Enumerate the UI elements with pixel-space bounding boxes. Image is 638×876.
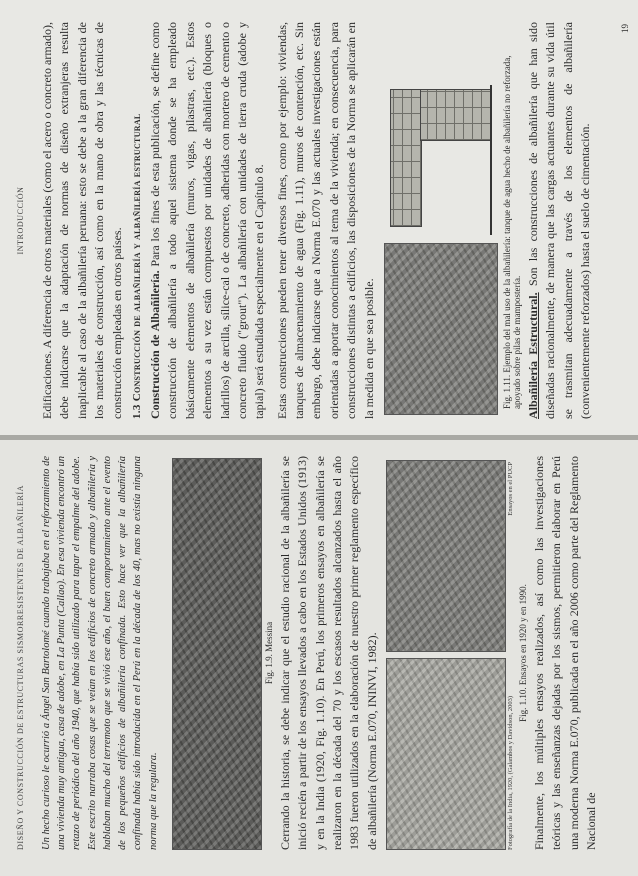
historical-quote: Un hecho curioso le ocurrió a Ángel San Bartolomé cuando trabajaba en el reforzamiento de una vivienda muy antigua, casa de adobe, en La Punta (Callao). En esa vivienda encontró un retazo de periódico del año 1940, que había sido utilizado para tapar el empalme del adobe. Este escrito narraba cosas que se veían en los edificios de concreto armado y albañilería y hablaban mucho del terremoto que se vivió ese año, el buen comportamiento ante el evento de los pequeños edificios de albañilería confinada. Esto hace ver que la albañilería confinada había sido introducida en el Perú en la década de los 40, mas no existía ninguna norma que la regulara. (41, 456, 159, 850)
history-paragraph: Cerrando la historia, se debe indicar que el estudio racional de la albañilería se inició recién a partir de los ensayos llevados a cabo en los Estados Unidos (1913) y en la India (1920, Fig. 1.10). En Perú, los primeros ensayos en albañilería se realizaron en la década del 70 y los escasos resultados alcanzados hasta el año 1983 fueron utilizados en la elaboración de nuestro primer reglamento específico de albañilería (Norma E.070, ININVI, 1982). (277, 456, 379, 850)
photo-credit-india: Fotografía de la India, 1920, (Galambos y Davidson, 2003) (507, 696, 515, 850)
running-head-right: INTRODUCCIÓN (16, 186, 25, 255)
structural-paragraph (525, 22, 595, 419)
book-gutter (0, 435, 638, 440)
photo-test-pucp (386, 460, 506, 652)
right-page (0, 0, 638, 435)
section-heading: 1.3 Construcción de albañilería y albañilería estructural (130, 113, 143, 419)
page-number: 19 (620, 24, 630, 33)
photo-credit-pucp: Ensayos en el PUCP (507, 462, 515, 516)
tank-sketch-roof (390, 89, 422, 227)
uses-paragraph: Estas construcciones pueden tener diversos fines, como por ejemplo: viviendas, tanques de almacenamiento de agua (Fig. 1.11), muros de contención, etc. Sin embargo, debe indicarse que a Norma E.070 y las actuales investigaciones están orientadas a aportar conocimientos al tema de la vivienda; en consecuencia, para construcciones distintas a edificios, las disposiciones de la Norma se aplicarán en la medida en que sea posible. (274, 22, 376, 419)
photo-messina (172, 458, 262, 850)
fig-1-10-caption: Fig. 1.10. Ensayos en 1920 y en 1990. (518, 584, 529, 722)
photo-test-india (386, 658, 506, 850)
fig-1-11-caption: Fig. 1.11. Ejemplo del mal uso de la albañilería: tanque de agua hecho de albañilería no reforzada, apoyado sobre pilas de mampostería. (502, 55, 523, 409)
definition-text: Para los fines de esta publicación, se define como construcción de albañilería a todo aquel sistema donde se ha empleado básicamente elementos de albañilería (muros, vigas, pilastras, etc.). Estos elementos a su vez están compuestos por unidades de albañilería (bloques o ladrillos) de arcilla, sílice-cal o de concreto, adheridas con mortero de cemento o concreto fluido ("grout"). La albañilería con unidades de tierra cruda (adobe y tapial) será estudiada especialmente en el Capítulo 8. (147, 22, 267, 419)
photo-water-tank (384, 243, 498, 415)
fig-1-11 (384, 22, 498, 415)
fig-1-10 (386, 456, 514, 850)
structural-lead: Albañilería Estructural. (526, 292, 541, 419)
intro-paragraph: Edificaciones. A diferencia de otros materiales (como el acero o concreto armado), debe indicarse que la adaptación de normas de diseño extranjeras resulta inaplicable al caso de la albañilería peruana: esto se debe a la gran diferencia de los materiales de construcción, así como en la mano de obra y las técnicas de construcción empleadas en otros países. (40, 22, 124, 419)
closing-paragraph: Finalmente, los múltiples ensayos realizados, así como las investigaciones teóricas y las enseñanzas dejadas por los sismos, permitieron elaborar en Perú una moderna Norma E.070, publicada en el año 2006 como parte del Reglamento Nacional de (532, 456, 599, 850)
definition-paragraph (147, 22, 269, 419)
structural-text: Son las construcciones de albañilería que han sido diseñadas racionalmente, de manera que las cargas actuantes durante su vida útil se trasmitan adecuadamente a través de los elementos de albañilería (convenientemente reforzados) hasta el suelo de cimentación. (526, 21, 593, 419)
running-head-left: DISEÑO Y CONSTRUCCIÓN DE ESTRUCTURAS SISMORRESISTENTES DE ALBAÑILERÍA (16, 484, 25, 850)
definition-lead: Construcción de Albañilería. (147, 270, 162, 419)
tank-sketch (384, 85, 496, 235)
tank-sketch-body (420, 89, 492, 141)
left-page (0, 440, 638, 876)
fig-1-9-caption: Fig. 1.9. Messina (263, 621, 274, 685)
tank-sketch-ground (490, 85, 492, 235)
